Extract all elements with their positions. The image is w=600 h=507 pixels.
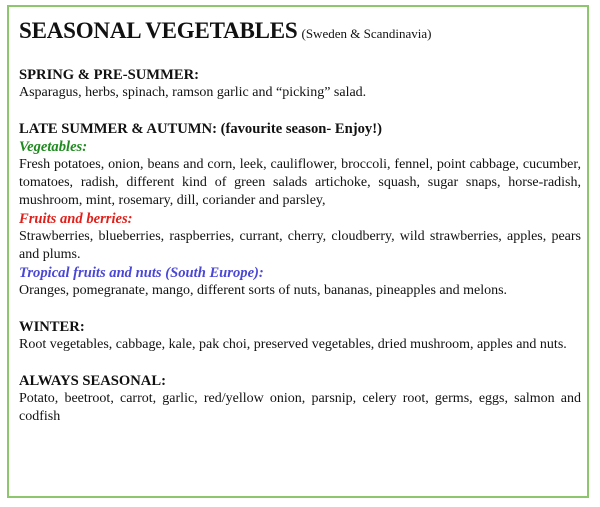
tropical-text: Oranges, pomegranate, mango, different sorts of nuts, bananas, pineapples and melons. <box>19 283 508 298</box>
always-seasonal-text: Potato, beetroot, carrot, garlic, red/yellow onion, parsnip, celery root, germs, eggs, salmon and codfish <box>19 391 581 424</box>
vegetables-text: Fresh potatoes, onion, beans and corn, leek, cauliflower, broccoli, fennel, point cabbage, cucumber, tomatoes, radish, different kind of green salads artichoke, squash, sugar snaps, horse-radish, mushroom, mint, rosemary, dill, coriander and parsley, <box>19 157 581 208</box>
title-line <box>19 16 581 49</box>
fruits-heading: Fruits and berries: <box>19 211 133 227</box>
tropical-heading: Tropical fruits and nuts (South Europe): <box>19 265 264 281</box>
late-summer-heading: LATE SUMMER & AUTUMN: (favourite season- Enjoy!) <box>19 121 382 137</box>
page-subtitle: (Sweden & Scandinavia) <box>301 26 432 41</box>
fruits-text: Strawberries, blueberries, raspberries, currant, cherry, cloudberry, wild strawberries, apples, pears and plums. <box>19 229 581 262</box>
spring-text: Asparagus, herbs, spinach, ramson garlic and “picking” salad. <box>19 85 367 100</box>
page-title: SEASONAL VEGETABLES <box>19 18 298 43</box>
winter-heading: WINTER: <box>19 319 85 335</box>
vegetables-heading: Vegetables: <box>19 139 88 155</box>
always-seasonal-heading: ALWAYS SEASONAL: <box>19 373 166 389</box>
document-content <box>19 16 581 426</box>
winter-text: Root vegetables, cabbage, kale, pak choi, preserved vegetables, dried mushroom, apples and nuts. <box>19 337 567 352</box>
spring-heading: SPRING & PRE-SUMMER: <box>19 67 199 83</box>
